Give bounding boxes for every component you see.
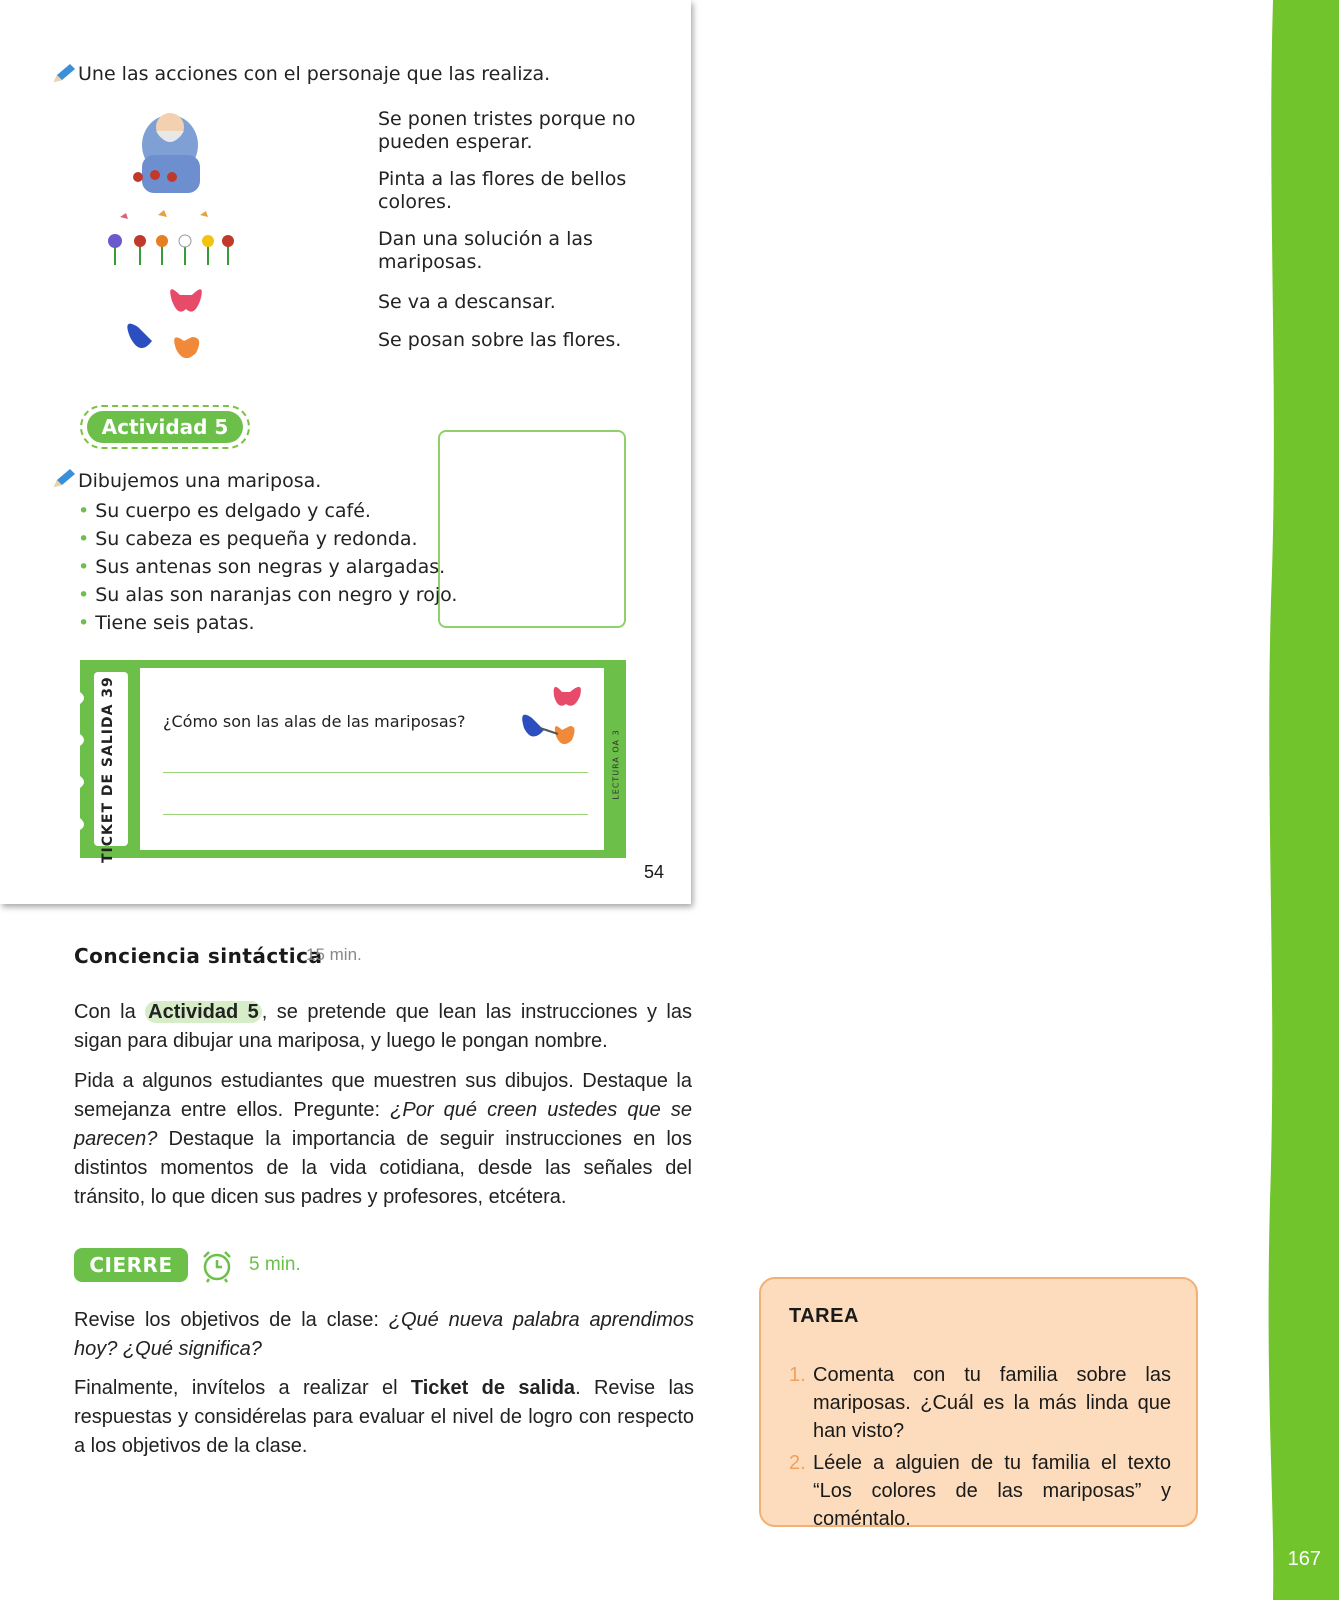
paragraph: Revise los objetivos de la clase: ¿Qué nueva palabra aprendimos hoy? ¿Qué significa? bbox=[74, 1309, 694, 1360]
list-item: • Su cuerpo es delgado y café. bbox=[78, 500, 371, 522]
homework-title: TAREA bbox=[789, 1305, 859, 1327]
section-title: Conciencia sintáctica bbox=[74, 944, 323, 968]
alarm-clock-icon bbox=[200, 1249, 234, 1283]
action-item: Se va a descansar. bbox=[378, 291, 556, 313]
ticket-question: ¿Cómo son las alas de las mariposas? bbox=[163, 712, 466, 731]
action-item: Dan una solución a las mariposas. bbox=[378, 228, 593, 273]
answer-line bbox=[163, 772, 588, 773]
ticket-side-label: TICKET DE SALIDA 39 bbox=[100, 676, 116, 863]
action-item: Pinta a las flores de bellos colores. bbox=[378, 168, 627, 213]
instruction-draw: Dibujemos una mariposa. bbox=[78, 470, 322, 492]
action-item: Se ponen tristes porque no pueden esperar. bbox=[378, 108, 636, 153]
pencil-icon bbox=[52, 467, 78, 489]
cierre-label: CIERRE bbox=[74, 1248, 188, 1282]
drawing-box bbox=[438, 430, 626, 628]
paragraph: Con la Actividad 5 , se pretende que lean las instrucciones y las sigan para dibujar una mariposa, y luego le pongan nombre. bbox=[74, 1001, 692, 1052]
section-time: 15 min. bbox=[306, 945, 362, 964]
homework-box: TAREA 1. Comenta con tu familia sobre las mariposas. ¿Cuál es la más linda que han visto? 2. Léele a alguien de tu familia el texto “Los colores de las mariposas” y coméntalo. bbox=[759, 1277, 1198, 1527]
instruction-match: Une las acciones con el personaje que las realiza. bbox=[78, 63, 551, 85]
ticket-right-label: LECTURA OA 3 bbox=[611, 729, 621, 800]
page-number: 167 bbox=[1287, 1548, 1321, 1570]
student-page bbox=[0, 0, 691, 904]
butterfly-icon bbox=[518, 678, 594, 754]
characters-illustration bbox=[100, 105, 260, 375]
cierre-time: 5 min. bbox=[249, 1254, 301, 1275]
list-item: • Sus antenas son negras y alargadas. bbox=[78, 556, 446, 578]
paragraph: Finalmente, invítelos a realizar el Ticket de salida. Revise las respuestas y considérelas para evaluar el nivel de logro con respecto a los objetivos de la clase. bbox=[74, 1377, 695, 1457]
list-item: • Su alas son naranjas con negro y rojo. bbox=[78, 584, 458, 606]
answer-line bbox=[163, 814, 588, 815]
list-item: • Su cabeza es pequeña y redonda. bbox=[78, 528, 418, 550]
student-page-number: 54 bbox=[644, 862, 665, 882]
paragraph: Pida a algunos estudiantes que muestren sus dibujos. Destaque la semejanza entre ellos. Pregunte: ¿Por qué creen ustedes que se parecen? Destaque la importancia de seguir instrucciones en los distintos momentos de la vida cotidiana, desde las señales del tránsito, lo que dicen sus padres y profesores, etcétera. bbox=[74, 1070, 693, 1208]
side-color-band bbox=[1265, 0, 1339, 1600]
pencil-icon bbox=[52, 62, 78, 84]
list-item: • Tiene seis patas. bbox=[78, 612, 255, 634]
activity-highlight: Actividad 5 bbox=[145, 1001, 262, 1023]
action-item: Se posan sobre las flores. bbox=[378, 329, 622, 351]
activity-badge: Actividad 5 bbox=[80, 405, 250, 449]
